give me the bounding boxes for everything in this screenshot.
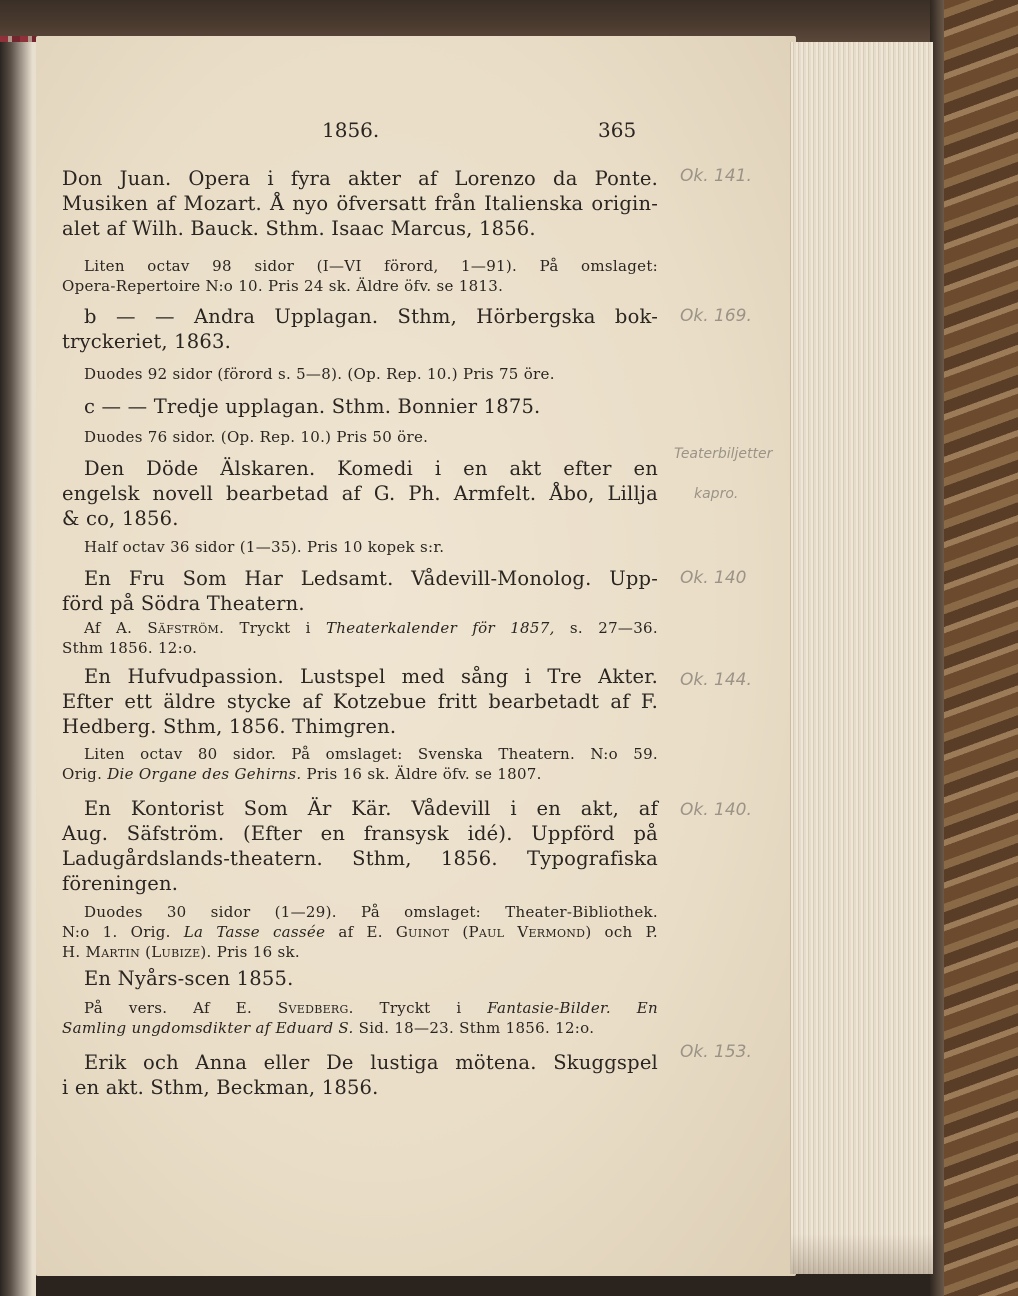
detail-line: H. Martin (Lubize). Pris 16 sk. (62, 943, 300, 961)
entry-line: En Fru Som Har Ledsamt. Vådevill-Monolog. Upp- (84, 567, 658, 590)
entry-en-nyars-scen-details (62, 998, 658, 1038)
detail-line: Samling ungdomsdikter af Eduard S. Sid. 18—23. Sthm 1856. 12:o. (62, 1019, 595, 1037)
detail-line: Af A. Säfström. Tryckt i Theaterkalender för 1857, s. 27—36. (84, 619, 658, 637)
margin-note: Ok. 169. (680, 306, 752, 326)
book-cover-right (930, 0, 1018, 1296)
entry-en-kontorist (62, 796, 658, 896)
page-edges (790, 42, 933, 1274)
entry-b-upplaga (62, 304, 658, 354)
entry-line: förd på Södra Theatern. (62, 592, 305, 615)
margin-note: Ok. 140 (680, 568, 747, 588)
margin-note: Ok. 153. (680, 1042, 752, 1062)
margin-note: kapro. (694, 486, 739, 502)
detail-line: Liten octav 98 sidor (I—VI förord, 1—91). På omslaget: (84, 257, 658, 275)
detail-line: Opera-Repertoire N:o 10. Pris 24 sk. Äldre öfv. se 1813. (62, 277, 504, 295)
entry-line: Don Juan. Opera i fyra akter af Lorenzo da Ponte. (62, 167, 658, 190)
entry-line: Aug. Säfström. (Efter en fransysk idé). Uppförd på (62, 822, 658, 845)
entry-line: föreningen. (62, 872, 179, 895)
detail-line: Liten octav 80 sidor. På omslaget: Svenska Theatern. N:o 59. (84, 745, 658, 763)
entry-don-juan-details (62, 256, 658, 296)
page-number: 365 (598, 118, 637, 142)
margin-note: Ok. 144. (680, 670, 752, 690)
entry-line: Hedberg. Sthm, 1856. Thimgren. (62, 715, 397, 738)
detail-line: N:o 1. Orig. La Tasse cassée af E. Guinot (Paul Vermond) och P. (62, 923, 658, 941)
entry-line: i en akt. Sthm, Beckman, 1856. (62, 1076, 379, 1099)
entry-line: & co, 1856. (62, 507, 179, 530)
running-head-year: 1856. (322, 118, 380, 142)
entry-erik-och-anna (62, 1050, 658, 1100)
entry-line: Den Döde Älskaren. Komedi i en akt efter en (84, 457, 658, 480)
entry-line: Efter ett äldre stycke af Kotzebue fritt bearbetadt af F. (62, 690, 658, 713)
margin-note: Teaterbiljetter (674, 446, 773, 462)
entry-line: Erik och Anna eller De lustiga mötena. Skuggspel (84, 1051, 658, 1074)
entry-c-upplaga (62, 394, 658, 419)
entry-line: engelsk novell bearbetad af G. Ph. Armfelt. Åbo, Lillja (62, 482, 658, 505)
entry-line: En Kontorist Som Är Kär. Vådevill i en akt, af (84, 797, 658, 820)
entry-den-dode-details (62, 537, 658, 557)
entry-en-hufvudpassion (62, 664, 658, 739)
entry-line: En Nyårs-scen 1855. (84, 967, 294, 990)
entry-line: Ladugårdslands-theatern. Sthm, 1856. Typografiska (62, 847, 658, 870)
detail-line: Half octav 36 sidor (1—35). Pris 10 kopek s:r. (84, 538, 445, 556)
entry-line: En Hufvudpassion. Lustspel med sång i Tre Akter. (84, 665, 658, 688)
book-spine-left (0, 42, 36, 1296)
entry-den-dode-alskaren (62, 456, 658, 531)
entry-en-nyars-scen (62, 966, 658, 991)
margin-note: Ok. 140. (680, 800, 752, 820)
entry-en-kontorist-details (62, 902, 658, 962)
entry-line: alet af Wilh. Bauck. Sthm. Isaac Marcus, 1856. (62, 217, 536, 240)
margin-note: Ok. 141. (680, 166, 752, 186)
detail-line: På vers. Af E. Svedberg. Tryckt i Fantasie-Bilder. En (84, 999, 658, 1017)
entry-en-fru-details (62, 618, 658, 658)
entry-don-juan-title (62, 166, 658, 241)
detail-line: Sthm 1856. 12:o. (62, 639, 198, 657)
entry-line: Musiken af Mozart. Å nyo öfversatt från Italienska origin- (62, 192, 658, 215)
entry-en-fru (62, 566, 658, 616)
detail-line: Duodes 30 sidor (1—29). På omslaget: Theater-Bibliothek. (84, 903, 658, 921)
entry-b-details (62, 364, 658, 384)
detail-line: Orig. Die Organe des Gehirns. Pris 16 sk. Äldre öfv. se 1807. (62, 765, 542, 783)
entry-line: tryckeriet, 1863. (62, 330, 232, 353)
entry-line: c — — Tredje upplagan. Sthm. Bonnier 1875. (84, 395, 541, 418)
detail-line: Duodes 76 sidor. (Op. Rep. 10.) Pris 50 öre. (84, 428, 429, 446)
entry-line: b — — Andra Upplagan. Sthm, Hörbergska bok- (84, 305, 658, 328)
entry-en-hufvudpassion-details (62, 744, 658, 784)
detail-line: Duodes 92 sidor (förord s. 5—8). (Op. Rep. 10.) Pris 75 öre. (84, 365, 555, 383)
entry-c-details (62, 427, 658, 447)
